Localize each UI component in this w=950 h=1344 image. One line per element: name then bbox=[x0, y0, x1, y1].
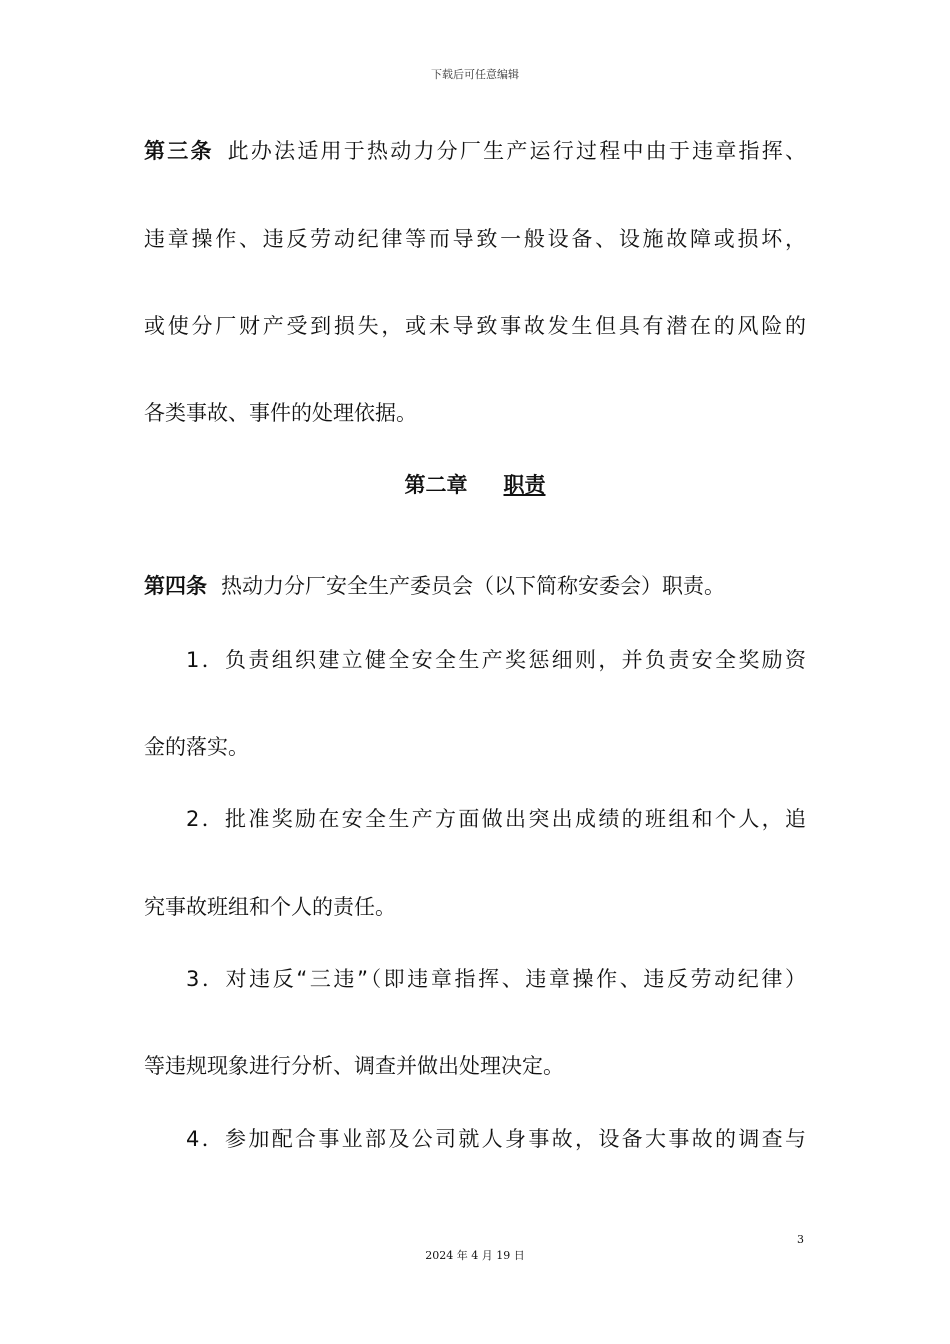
chapter-title: 职责 bbox=[503, 472, 546, 497]
item-1-line-2: 金的落实。 bbox=[144, 735, 249, 759]
footer-date: 2024 年 4 月 19 日 bbox=[425, 1249, 525, 1262]
article-4-line bbox=[144, 572, 725, 600]
item-2-line-1: 2．批准奖励在安全生产方面做出突出成绩的班组和个人，追 bbox=[186, 807, 806, 831]
article-3-line-1 bbox=[144, 137, 806, 165]
page-number: 3 bbox=[797, 1233, 804, 1246]
item-1-line-1: 1．负责组织建立健全安全生产奖惩细则，并负责安全奖励资 bbox=[186, 648, 806, 672]
chapter-heading bbox=[0, 471, 950, 499]
chapter-number: 第二章 bbox=[404, 472, 468, 497]
page-header: 下载后可任意编辑 bbox=[431, 68, 519, 81]
article-4-label: 第四条 bbox=[144, 574, 207, 598]
item-2-line-2: 究事故班组和个人的责任。 bbox=[144, 895, 396, 919]
article-3-label: 第三条 bbox=[144, 139, 214, 163]
item-4-line-1: 4．参加配合事业部及公司就人身事故，设备大事故的调查与 bbox=[186, 1127, 806, 1151]
article-3-line-3: 或使分厂财产受到损失，或未导致事故发生但具有潜在的风险的 bbox=[144, 314, 806, 338]
article-3-line-4: 各类事故、事件的处理依据。 bbox=[144, 401, 417, 425]
article-3-text-1: 此办法适用于热动力分厂生产运行过程中由于违章指挥、 bbox=[227, 139, 807, 163]
article-4-text: 热动力分厂安全生产委员会（以下简称安委会）职责。 bbox=[221, 574, 725, 598]
item-3-line-1: 3．对违反“三违”（即违章指挥、违章操作、违反劳动纪律） bbox=[186, 967, 806, 991]
article-3-line-2: 违章操作、违反劳动纪律等而导致一般设备、设施故障或损坏， bbox=[144, 227, 806, 251]
item-3-line-2: 等违规现象进行分析、调查并做出处理决定。 bbox=[144, 1054, 564, 1078]
